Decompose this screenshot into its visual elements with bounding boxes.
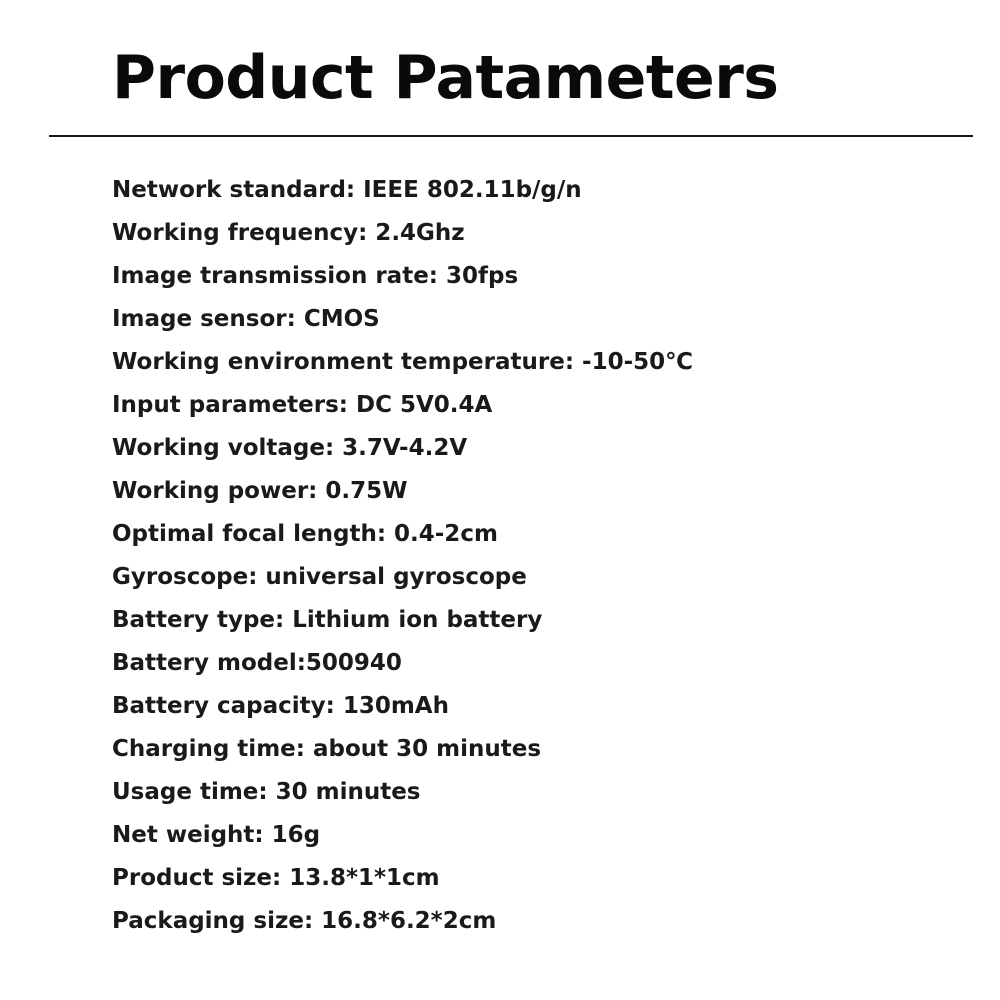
parameter-input-parameters: Input parameters: DC 5V0.4A [112,392,493,418]
parameter-net-weight: Net weight: 16g [112,822,321,848]
parameter-working-temperature: Working environment temperature: -10-50℃ [112,349,693,375]
parameter-working-power: Working power: 0.75W [112,478,408,504]
parameter-packaging-size: Packaging size: 16.8*6.2*2cm [112,908,497,934]
parameter-working-voltage: Working voltage: 3.7V-4.2V [112,435,468,461]
parameter-list [112,169,693,943]
parameter-battery-capacity: Battery capacity: 130mAh [112,693,449,719]
parameter-focal-length: Optimal focal length: 0.4-2cm [112,521,498,547]
parameter-usage-time: Usage time: 30 minutes [112,779,421,805]
parameter-battery-type: Battery type: Lithium ion battery [112,607,543,633]
parameter-network-standard: Network standard: IEEE 802.11b/g/n [112,177,582,203]
parameter-gyroscope: Gyroscope: universal gyroscope [112,564,527,590]
parameter-image-sensor: Image sensor: CMOS [112,306,380,332]
parameter-product-size: Product size: 13.8*1*1cm [112,865,440,891]
parameter-working-frequency: Working frequency: 2.4Ghz [112,220,465,246]
parameter-battery-model: Battery model:500940 [112,650,402,676]
title-divider [49,135,973,137]
page-title: Product Patameters [112,43,779,113]
parameter-image-transmission-rate: Image transmission rate: 30fps [112,263,519,289]
parameter-charging-time: Charging time: about 30 minutes [112,736,542,762]
